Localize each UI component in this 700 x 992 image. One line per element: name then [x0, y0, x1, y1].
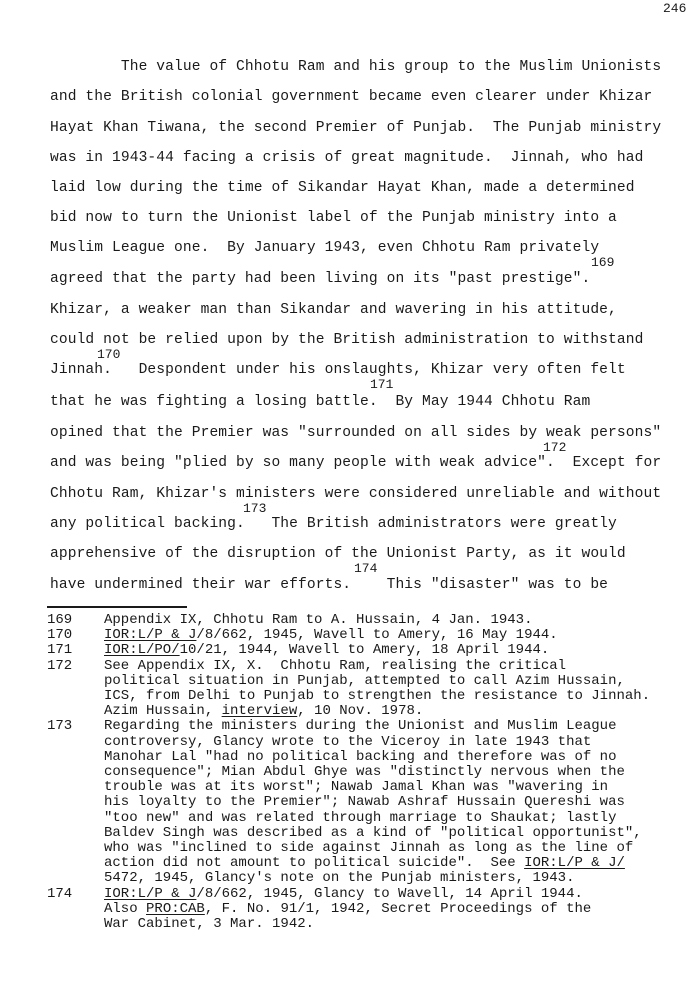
- body-line: bid now to turn the Unionist label of the Punjab ministry into a: [50, 210, 617, 226]
- footnote-text: action did not amount to political suicide". See: [104, 855, 525, 872]
- footnote-line: [104, 810, 616, 826]
- footnote-marker-172[interactable]: 172: [543, 440, 567, 455]
- footnote-line: [104, 764, 625, 780]
- footnote-line: [104, 642, 549, 658]
- footnote-line: [104, 688, 650, 704]
- footnote-line: [104, 794, 625, 810]
- body-line: and the British colonial government became even clearer under Khizar: [50, 89, 653, 105]
- footnote-line: [104, 658, 566, 674]
- footnote-line: [104, 749, 616, 765]
- footnote-text: Baldev Singh was described as a kind of "political opportunist",: [104, 824, 642, 841]
- footnote-text: /8/662, 1945, Wavell to Amery, 16 May 1944.: [196, 627, 558, 644]
- footnote-line: [104, 901, 591, 917]
- footnote-line: [104, 734, 591, 750]
- body-line: any political backing. The British administrators were greatly: [50, 516, 617, 532]
- footnote-marker-169[interactable]: 169: [591, 255, 615, 270]
- footnote-line: [104, 825, 642, 841]
- body-line: Hayat Khan Tiwana, the second Premier of Punjab. The Punjab ministry: [50, 120, 662, 136]
- footnote-number: 174: [47, 885, 73, 902]
- footnote-number: 171: [47, 642, 73, 659]
- footnote-text: Manohar Lal "had no political backing and therefore was of no: [104, 748, 617, 765]
- body-line: could not be relied upon by the British administration to withstand: [50, 332, 644, 348]
- footnote-text: trouble was at its worst"; Nawab Jamal Khan was "wavering in: [104, 779, 609, 796]
- citation-reference: interview: [221, 703, 298, 720]
- footnote-line: [104, 673, 625, 689]
- footnote-line: [104, 703, 423, 719]
- body-line: have undermined their war efforts. This "disaster" was to be: [50, 577, 609, 593]
- body-line: and was being "plied by so many people with weak advice". Except for: [50, 455, 662, 471]
- body-line: opined that the Premier was "surrounded on all sides by weak persons": [50, 425, 662, 441]
- footnote-text: 10/21, 1944, Wavell to Amery, 18 April 1944.: [179, 642, 550, 659]
- footnote-text: , F. No. 91/1, 1942, Secret Proceedings of the: [204, 900, 592, 917]
- footnote-line: [104, 718, 616, 734]
- footnote-separator: [47, 606, 187, 608]
- footnote-line: [104, 612, 532, 628]
- footnote-number: 172: [47, 657, 73, 674]
- body-line: was in 1943-44 facing a crisis of great magnitude. Jinnah, who had: [50, 150, 644, 166]
- footnote-text: consequence"; Mian Abdul Ghye was "distinctly nervous when the: [104, 764, 625, 780]
- citation-reference: IOR:L/P & J/: [524, 855, 625, 872]
- footnote-text: War Cabinet, 3 Mar. 1942.: [104, 916, 315, 932]
- citation-reference: IOR:L/P & J: [104, 885, 197, 902]
- footnote-text: Azim Hussain,: [104, 703, 222, 720]
- citation-reference: IOR:L/P & J: [104, 627, 197, 644]
- footnote-marker-170[interactable]: 170: [97, 347, 121, 362]
- footnote-text: controversy, Glancy wrote to the Viceroy in late 1943 that: [104, 733, 592, 750]
- footnote-marker-171[interactable]: 171: [370, 377, 394, 392]
- footnote-text: who was "inclined to side against Jinnah as long as the line of: [104, 840, 634, 856]
- body-line: that he was fighting a losing battle. By May 1944 Chhotu Ram: [50, 394, 591, 410]
- footnote-text: ICS, from Delhi to Punjab to strengthen the resistance to Jinnah.: [104, 688, 651, 704]
- citation-reference: PRO:CAB: [146, 900, 205, 917]
- footnote-text: /8/662, 1945, Glancy to Wavell, 14 April 1944.: [196, 885, 583, 902]
- footnote-text: his loyalty to the Premier"; Nawab Ashraf Hussain Quereshi was: [104, 794, 625, 811]
- footnote-number: 169: [47, 612, 73, 628]
- footnote-marker-174[interactable]: 174: [354, 561, 378, 576]
- footnote-text: Appendix IX, Chhotu Ram to A. Hussain, 4 Jan. 1943.: [104, 612, 533, 628]
- body-line: apprehensive of the disruption of the Unionist Party, as it would: [50, 546, 626, 562]
- footnote-line: [104, 627, 558, 643]
- footnote-line: [104, 870, 574, 886]
- footnote-line: [104, 840, 633, 856]
- footnote-line: [104, 855, 625, 871]
- page-number: 246: [663, 1, 687, 16]
- body-line: The value of Chhotu Ram and his group to the Muslim Unionists: [50, 59, 662, 75]
- body-line: Khizar, a weaker man than Sikandar and wavering in his attitude,: [50, 302, 617, 318]
- footnote-line: [104, 916, 314, 932]
- footnote-text: 5472, 1945, Glancy's note on the Punjab ministers, 1943.: [104, 870, 575, 887]
- footnote-number: 170: [47, 627, 73, 644]
- footnote-text: "too new" and was related through marriage to Shaukat; lastly: [104, 809, 617, 826]
- footnote-text: See Appendix IX, X. Chhotu Ram, realising the critical: [104, 657, 567, 674]
- body-line: agreed that the party had been living on its "past prestige".: [50, 271, 591, 287]
- footnote-text: , 10 Nov. 1978.: [297, 703, 424, 720]
- body-line: Jinnah. Despondent under his onslaughts, Khizar very often felt: [50, 362, 626, 378]
- footnote-text: Also: [104, 900, 147, 917]
- body-line: Muslim League one. By January 1943, even Chhotu Ram privately: [50, 240, 600, 256]
- footnote-text: political situation in Punjab, attempted to call Azim Hussain,: [104, 672, 625, 689]
- citation-reference: IOR:L/PO/: [104, 642, 180, 659]
- footnote-text: Regarding the ministers during the Unionist and Muslim League: [104, 718, 617, 735]
- footnote-line: [104, 779, 608, 795]
- body-line: laid low during the time of Sikandar Hayat Khan, made a determined: [50, 180, 635, 196]
- footnote-marker-173[interactable]: 173: [243, 501, 267, 516]
- body-line: Chhotu Ram, Khizar's ministers were considered unreliable and without: [50, 486, 662, 502]
- footnote-number: 173: [47, 718, 73, 735]
- footnote-line: [104, 886, 583, 902]
